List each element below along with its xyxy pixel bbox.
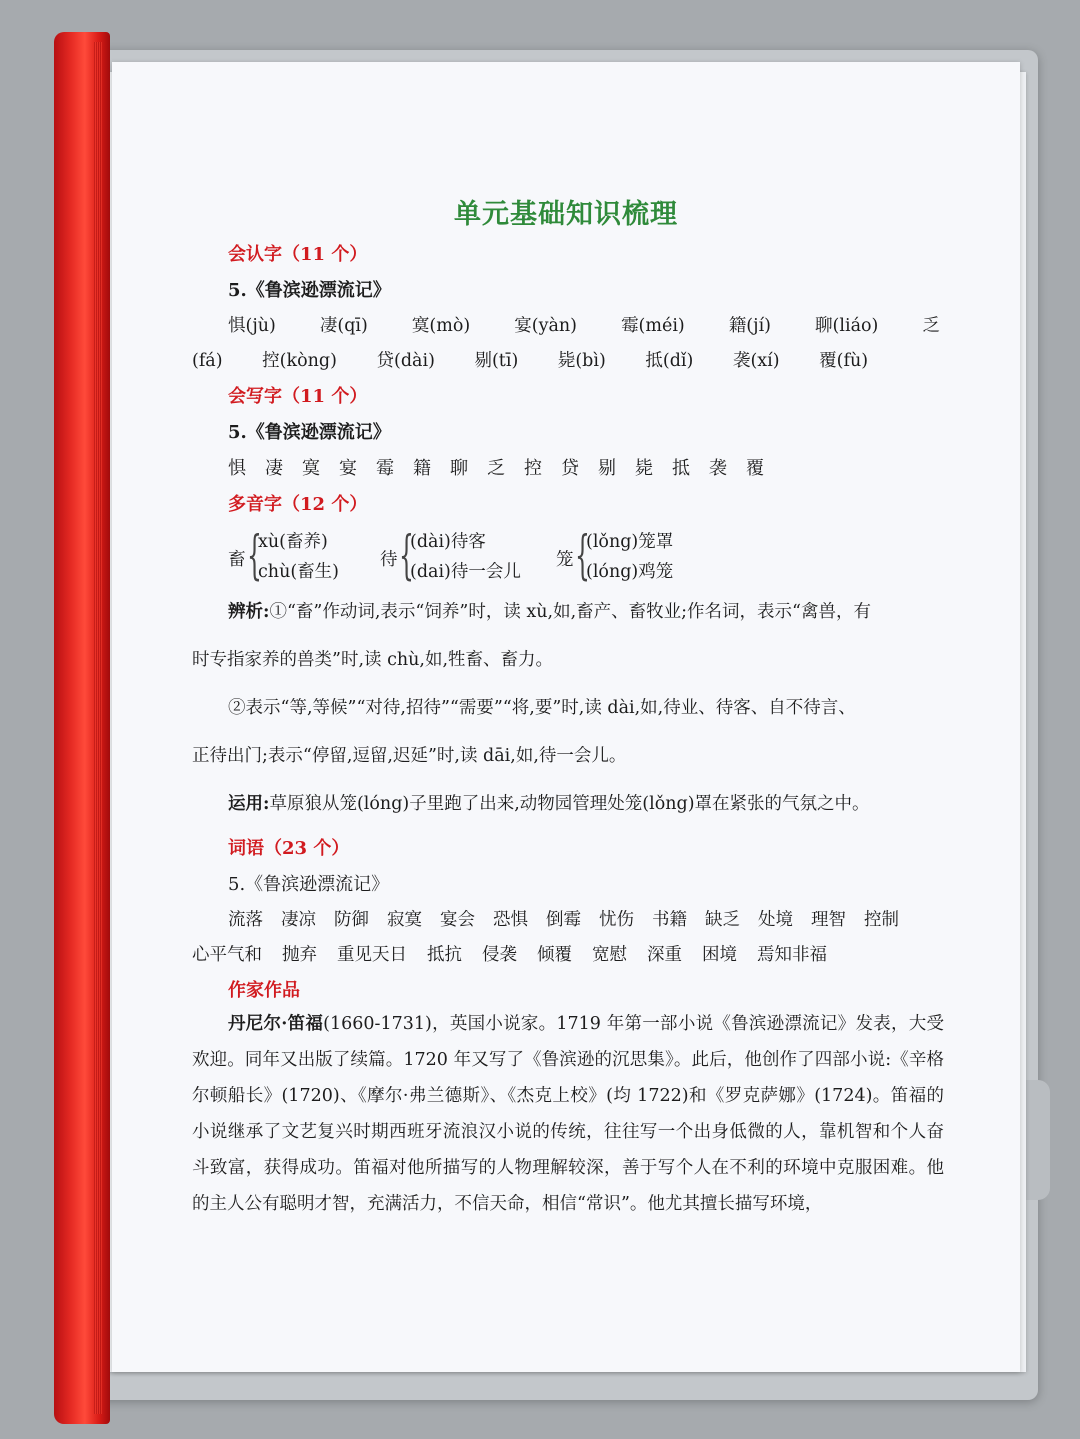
word: 恐惧 xyxy=(493,910,528,930)
word: 焉知非福 xyxy=(757,945,827,965)
lesson-title-4: 5.《鲁滨逊漂流记》 xyxy=(228,874,390,895)
word: 宽慰 xyxy=(592,945,627,965)
author-name: 丹尼尔·笛福 xyxy=(228,1014,324,1034)
word: 缺乏 xyxy=(705,910,740,930)
polyphone-char: 畜 xyxy=(228,550,246,570)
char-pinyin: 霉(méi) xyxy=(621,316,685,336)
brace-icon: { xyxy=(247,526,262,586)
word: 重见天日 xyxy=(337,945,407,965)
write-char: 剔 xyxy=(598,458,616,479)
char-pinyin: 籍(jí) xyxy=(728,316,771,336)
char-pinyin: 聊(liáo) xyxy=(815,316,879,336)
char-pinyin: 抵(dǐ) xyxy=(645,351,694,371)
char-pinyin: (fá) xyxy=(192,351,223,371)
char-pinyin: 宴(yàn) xyxy=(514,316,578,336)
write-char: 抵 xyxy=(672,458,690,479)
recognize-row-1 xyxy=(228,312,940,337)
analysis-label: 辨析: xyxy=(228,602,270,622)
lesson-title-2: 5.《鲁滨逊漂流记》 xyxy=(228,422,391,443)
word: 心平气和 xyxy=(192,945,262,965)
word: 倒霉 xyxy=(546,910,581,930)
write-char: 宴 xyxy=(339,458,357,479)
write-char: 霉 xyxy=(376,458,394,479)
word: 倾覆 xyxy=(537,945,572,965)
section-heading-write: 会写字（11 个） xyxy=(228,386,368,407)
page-title: 单元基础知识梳理 xyxy=(454,199,678,230)
char-pinyin: 袭(xí) xyxy=(732,351,780,371)
word: 流落 xyxy=(228,910,263,930)
author-paragraph xyxy=(192,1006,944,1222)
write-char: 控 xyxy=(524,458,542,479)
write-chars-row xyxy=(228,454,783,480)
section-heading-author: 作家作品 xyxy=(228,980,300,1001)
word: 寂寞 xyxy=(387,910,422,930)
word: 书籍 xyxy=(652,910,687,930)
analysis-text-1a: ①“畜”作动词,表示“饲养”时，读 xù,如,畜产、畜牧业;作名词，表示“禽兽，有 xyxy=(269,602,871,622)
write-char: 覆 xyxy=(746,458,764,479)
polyphone-reading: xù(畜养) xyxy=(258,532,328,552)
author-body: (1660-1731)，英国小说家。1719 年第一部小说《鲁滨逊漂流记》发表，大受欢迎。同年又出版了续篇。1720 年又写了《鲁滨逊的沉思集》。此后，他创作了四部小说:《辛格尔顿船长》(1720)、《摩尔·弗兰德斯》、《杰克上校》(均 1722)和《罗克萨娜》(1724)。笛福的小说继承了文艺复兴时期西班牙流浪汉小说的传统，往往写一个出身低微的人，靠机智和个人奋斗致富，获得成功。笛福对他所描写的人物理解较深，善于写个人在不利的环境中克服困难。他的主人公有聪明才智，充满活力，不信天命，相信“常识”。他尤其擅长描写环境， xyxy=(192,1014,944,1214)
write-char: 惧 xyxy=(228,458,246,479)
words-row-1 xyxy=(228,906,917,931)
word: 深重 xyxy=(647,945,682,965)
write-char: 毙 xyxy=(635,458,653,479)
char-pinyin: 剔(tī) xyxy=(474,351,519,371)
document-page xyxy=(112,62,1020,1372)
analysis-text-2b: 正待出门;表示“停留,逗留,迟延”时,读 dāi,如,待一会儿。 xyxy=(192,746,627,766)
write-char: 乏 xyxy=(487,458,505,479)
char-pinyin: 惧(jù) xyxy=(228,316,276,336)
section-heading-recognize: 会认字（11 个） xyxy=(228,244,368,265)
polyphone-reading: (lóng)鸡笼 xyxy=(586,562,674,582)
section-heading-polyphonic: 多音字（12 个） xyxy=(228,494,368,515)
write-char: 袭 xyxy=(709,458,727,479)
red-binder-spine xyxy=(54,32,110,1424)
section-heading-words: 词语（23 个） xyxy=(228,838,350,859)
recognize-row-2 xyxy=(192,347,902,372)
polyphone-reading: (lǒng)笼罩 xyxy=(586,532,674,552)
char-pinyin: 覆(fù) xyxy=(819,351,869,371)
char-pinyin: 控(kòng) xyxy=(262,351,337,371)
word: 宴会 xyxy=(440,910,475,930)
write-char: 聊 xyxy=(450,458,468,479)
word: 控制 xyxy=(864,910,899,930)
word: 理智 xyxy=(811,910,846,930)
char-pinyin: 乏 xyxy=(922,316,940,336)
usage-text: 草原狼从笼(lóng)子里跑了出来,动物园管理处笼(lǒng)罩在紧张的气氛之中。 xyxy=(269,794,870,814)
words-row-2 xyxy=(192,941,847,966)
write-char: 寞 xyxy=(302,458,320,479)
lesson-title-1: 5.《鲁滨逊漂流记》 xyxy=(228,280,391,301)
polyphone-reading: (dai)待一会儿 xyxy=(410,562,521,582)
char-pinyin: 凄(qī) xyxy=(319,316,368,336)
word: 困境 xyxy=(702,945,737,965)
polyphone-char: 待 xyxy=(380,550,398,570)
char-pinyin: 贷(dài) xyxy=(376,351,435,371)
usage-label: 运用: xyxy=(228,794,270,814)
brace-icon: { xyxy=(575,526,590,586)
write-char: 凄 xyxy=(265,458,283,479)
write-char: 贷 xyxy=(561,458,579,479)
word: 抵抗 xyxy=(427,945,462,965)
word: 忧伤 xyxy=(599,910,634,930)
word: 凄凉 xyxy=(281,910,316,930)
brace-icon: { xyxy=(399,526,414,586)
char-pinyin: 毙(bì) xyxy=(557,351,606,371)
write-char: 籍 xyxy=(413,458,431,479)
word: 处境 xyxy=(758,910,793,930)
polyphone-reading: (dài)待客 xyxy=(410,532,486,552)
analysis-text-1b: 时专指家养的兽类”时,读 chù,如,牲畜、畜力。 xyxy=(192,650,554,670)
polyphone-reading: chù(畜生) xyxy=(258,562,339,582)
char-pinyin: 寞(mò) xyxy=(411,316,471,336)
word: 抛弃 xyxy=(282,945,317,965)
analysis-paragraph xyxy=(192,588,942,828)
polyphone-char: 笼 xyxy=(556,550,574,570)
word: 侵袭 xyxy=(482,945,517,965)
analysis-text-2a: ②表示“等,等候”“对待,招待”“需要”“将,要”时,读 dài,如,待业、待客、自不待言、 xyxy=(228,698,856,718)
word: 防御 xyxy=(334,910,369,930)
